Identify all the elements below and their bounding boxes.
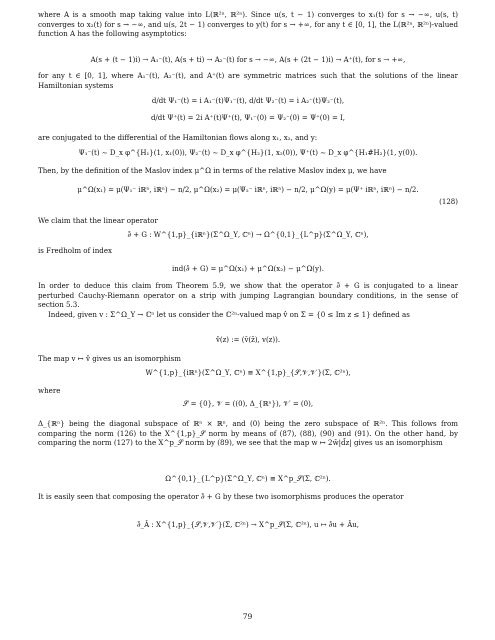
equation-index: ind(∂̄ + G) = μ^Ω(x₁) + μ^Ω(x₂) − μ^Ω(y). — [172, 265, 324, 273]
equation-flow-conjugacy: Ψ₁⁻(t) ∼ D_x φ^{H₁}(1, x₁(0)), Ψ₂⁻(t) ∼ D_x φ^{H₂}(1, x₂(0)), Ψ⁺(t) ∼ D_x φ^{H₁#H₂}(1, y(0)). — [78, 149, 418, 157]
paragraph-composing: It is easily seen that composing the operator ∂̄ + G by these two isomorphisms produces the operator — [38, 492, 404, 501]
equation-hamiltonian-systems-2: d/dt Ψ⁺(t) = 2i A⁺(t)Ψ⁺(t), Ψ₁⁻(0) = Ψ₂⁻(0) = Ψ⁺(0) = I, — [150, 114, 346, 122]
paragraph-asymptotics-intro: where A is a smooth map taking value into L(ℝ²ⁿ, ℝ²ⁿ). Since u(s, t − 1) converges to x₁(t) for s → −∞, u(s, t) converges to x₂(t) for s → −∞, and u(s, 2t − 1) converges to y(t) for s → +∞, for any t ∈ [0, 1], the L(ℝ²ⁿ, ℝ²ⁿ)-valued function A has the following asymptotics: — [38, 10, 458, 39]
paragraph-symmetric-matrices: for any t ∈ [0, 1], where A₁⁻(t), A₂⁻(t), and A⁺(t) are symmetric matrices such that the solutions of the linear Hamiltonian systems — [38, 71, 458, 90]
equation-hamiltonian-systems-1: d/dt Ψ₁⁻(t) = i A₁⁻(t)Ψ₁⁻(t), d/dt Ψ₂⁻(t) = i A₂⁻(t)Ψ₂⁻(t), — [151, 97, 345, 105]
equation-asymptotics: A(s + (t − 1)i) → A₁⁻(t), A(s + ti) → A₂⁻(t) for s → −∞, A(s + (2t − 1)i) → A⁺(t), for s → +∞, — [90, 56, 406, 64]
paragraph-claim: We claim that the linear operator — [38, 216, 158, 225]
paragraph-theorem-deduction: In order to deduce this claim from Theorem 5.9, we show that the operator ∂̄ + G is conjugated to a linear perturbed Cauchy-Riemann operator on a strip with jumping Lagrangian boundary conditions, in the sense of section 5.3. — [38, 281, 458, 310]
paragraph-isomorphism-1: The map v ↦ v̂ gives us an isomorphism — [38, 354, 181, 363]
equation-lp-isomorphism: Ω^{0,1}_{L^p}(Σ^Ω_Υ, ℂⁿ) ≅ X^p_𝒮(Σ, ℂ²ⁿ). — [165, 475, 331, 483]
equation-number-128: (128) — [439, 198, 458, 206]
paragraph-maslov-definition: Then, by the definition of the Maslov index μ^Ω in terms of the relative Maslov index μ, we have — [38, 166, 387, 175]
paragraph-fredholm: is Fredholm of index — [38, 246, 113, 255]
paragraph-conjugated: are conjugated to the differential of the Hamiltonian flows along x₁, x₂, and y: — [38, 133, 318, 142]
paragraph-diagonal-subspace: Δ_{ℝⁿ} being the diagonal subspace of ℝⁿ × ℝⁿ, and (0) being the zero subspace of ℝ²ⁿ. This follows from comparing the norm (126) to the X^{1,p}_𝒮 norm by means of (87), (88), (90) and (91). On the other hand, by comparing the norm (127) to the X^p_𝒮 norm by (89), we see that the map w ↦ 2w̄|d̄z| gives us an isomorphism — [38, 419, 458, 448]
page-number: 79 — [242, 612, 253, 621]
equation-v-hat: v̂(z) := (v̄(z̄), v(z)). — [215, 336, 281, 344]
equation-cauchy-riemann: ∂̄_Â : X^{1,p}_{𝒮,𝒱,𝒱′}(Σ, ℂ²ⁿ) → X^p_𝒮(Σ, ℂ²ⁿ), u ↦ ∂̄u + Âu, — [136, 521, 360, 529]
equation-linear-operator: ∂̄ + G : W^{1,p}_{iℝⁿ}(Σ^Ω_Υ, ℂⁿ) → Ω^{0,1}_{L^p}(Σ^Ω_Υ, ℂⁿ), — [127, 231, 369, 239]
equation-boundary-data: 𝒮 = {0}, 𝒱 = ((0), Δ_{ℝⁿ}), 𝒱′ = (0), — [182, 400, 314, 408]
paragraph-where: where — [38, 386, 61, 395]
equation-maslov-indices: μ^Ω(x₁) = μ(Ψ₁⁻ iℝⁿ, iℝⁿ) − n/2, μ^Ω(x₂) = μ(Ψ₂⁻ iℝⁿ, iℝⁿ) − n/2, μ^Ω(y) = μ(Ψ⁺ iℝⁿ, iℝⁿ) − n/2. — [77, 186, 419, 194]
paragraph-indeed: Indeed, given v : Σ^Ω_Υ → ℂⁿ let us consider the ℂ²ⁿ-valued map v̂ on Σ = {0 ≤ Im z ≤ 1} defined as — [48, 310, 410, 319]
equation-sobolev-isomorphism: W^{1,p}_{iℝⁿ}(Σ^Ω_Υ, ℂⁿ) ≅ X^{1,p}_{𝒮,𝒱,𝒱′}(Σ, ℂ²ⁿ), — [145, 369, 351, 377]
